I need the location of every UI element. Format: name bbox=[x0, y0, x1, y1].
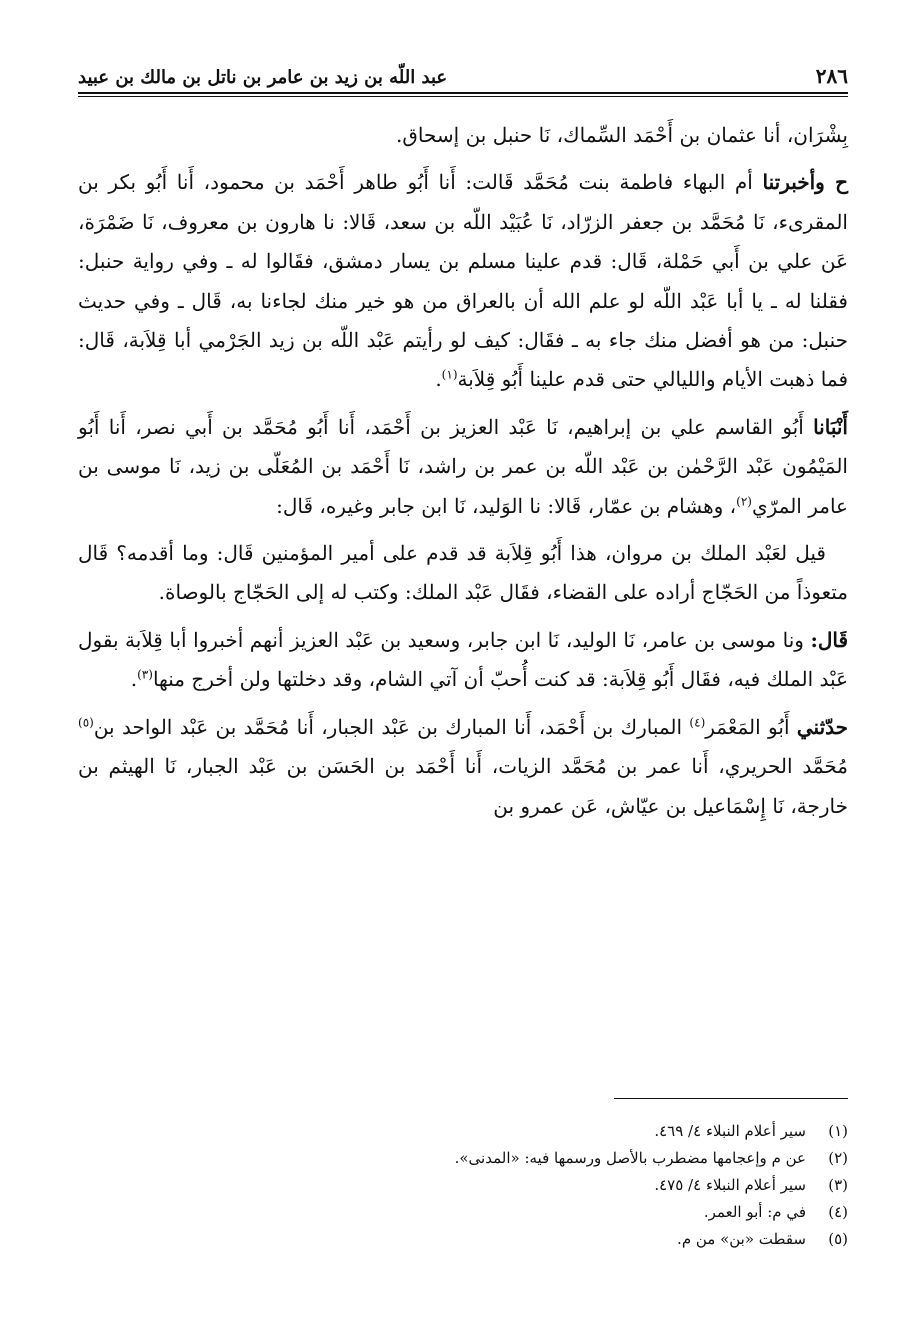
paragraph-text: أَبُو المَعْمَر bbox=[705, 714, 797, 739]
paragraph-tail: مُحَمَّد الحريري، أَنا عمر بن مُحَمَّد الزيات، أَنا أَحْمَد بن الحَسَن بن عَبْد الجبار، نَا الهيثم بن خارجة، نَا إِسْمَاعيل بن عيّاش، عَن عمرو بن bbox=[78, 754, 848, 818]
paragraph-lead: ح وأخبرتنا bbox=[762, 170, 848, 195]
footnote-text: في م: أبو العمر. bbox=[703, 1203, 806, 1221]
paragraph-lead: أَنْبَانا bbox=[813, 414, 848, 439]
page-number: ٢٨٦ bbox=[815, 64, 848, 88]
footnote-ref: (١) bbox=[441, 367, 458, 382]
footnote-item bbox=[78, 1118, 848, 1145]
footnote-number: (١) bbox=[828, 1122, 848, 1140]
footnote-text: سقطت «بن» من م. bbox=[677, 1230, 806, 1248]
footnote-text: سير أعلام النبلاء ٤/ ٤٧٥. bbox=[654, 1176, 806, 1194]
paragraph bbox=[78, 621, 848, 700]
footnote-item bbox=[78, 1199, 848, 1226]
footnotes bbox=[78, 1118, 848, 1253]
paragraph-lead: قَال: bbox=[810, 627, 849, 652]
paragraph-tail: المبارك بن أَحْمَد، أَنا المبارك بن عَبْد الجبار، أَنا مُحَمَّد بن عَبْد الواحد بن bbox=[93, 714, 690, 739]
paragraph-text: أَبُو القاسم علي بن إبراهيم، نَا عَبْد العزيز بن أَحْمَد، أَنا أَبُو مُحَمَّد بن أَبي نصر، أَنا أَبُو المَيْمُون عَبْد الرَّحْمٰن بن عَبْد اللّه بن عمر بن راشد، نَا أَحْمَد بن المُعَلّى بن زيد، نَا موسى بن عامر المرّي bbox=[78, 414, 848, 518]
paragraph bbox=[78, 534, 848, 613]
footnote-ref: (٢) bbox=[736, 494, 752, 508]
footnote-item bbox=[78, 1145, 848, 1172]
paragraph-text: أم البهاء فاطمة بنت مُحَمَّد قَالت: أَنا أَبُو طاهر أَحْمَد بن محمود، أَنا أَبُو بكر بن المقرىء، نَا مُحَمَّد بن جعفر الزرّاد، نَا عُبَيْد اللّه بن سعد، قَالا: نا هارون بن معروف، نَا ضَمْرَة، عَن علي بن أَبي حَمْلة، قَال: قدم علينا مسلم بن يسار دمشق، فقَالوا له ـ وفي رواية حنبل: فقلنا له ـ يا أبا عَبْد اللّه لو علم الله أن بالعراق من هو خير منك لجاءنا به، قَال ـ وفي حديث حنبل: من هو أفضل منك جاء به ـ فقَال: كيف لو رأيتم عَبْد اللّه بن زيد الجَرْمي أبا قِلاَبة، قَال: فما ذهبت الأيام والليالي حتى قدم علينا أَبُو قِلاَبة bbox=[78, 170, 848, 392]
paragraph bbox=[78, 708, 848, 826]
header-rule bbox=[78, 92, 848, 97]
footnote-number: (٥) bbox=[828, 1230, 848, 1248]
main-text bbox=[78, 116, 848, 834]
footnote-text: عن م وإعجامها مضطرب بالأصل ورسمها فيه: «المدنى». bbox=[454, 1149, 806, 1167]
paragraph-text: قيل لعَبْد الملك بن مروان، هذا أَبُو قِلاَبة قد قدم على أمير المؤمنين قَال: وما أقدمه؟ قَال متعوذاً من الحَجّاج أراده على القضاء، فقَال عَبْد الملك: وكتب له إلى الحَجّاج بالوصاة. bbox=[78, 541, 848, 605]
paragraph bbox=[78, 408, 848, 526]
footnote-number: (٤) bbox=[828, 1203, 848, 1221]
paragraph-tail: . bbox=[130, 667, 138, 692]
paragraph-tail: . bbox=[435, 367, 442, 392]
footnote-rule bbox=[614, 1098, 848, 1099]
paragraph-lead: حدّثني bbox=[796, 714, 848, 739]
paragraph bbox=[78, 163, 848, 399]
footnote-number: (٣) bbox=[828, 1176, 848, 1194]
footnote-ref: (٥) bbox=[78, 715, 94, 730]
paragraph-text: ونا موسى بن عامر، نَا الوليد، نَا ابن جابر، وسعيد بن عَبْد العزيز أنهم أخبروا أبا قِلاَبة بقول عَبْد الملك فيه، فقَال أَبُو قِلاَبة: قد كنت أُحبّ أن آتي الشام، وقد دخلتها ولن أخرج منها bbox=[78, 627, 848, 692]
footnote-text: سير أعلام النبلاء ٤/ ٤٦٩. bbox=[654, 1122, 806, 1140]
paragraph-text: بِشْرَان، أنا عثمان بن أَحْمَد السِّماك، نَا حنبل بن إسحاق. bbox=[396, 123, 848, 147]
paragraph bbox=[78, 116, 848, 155]
running-header bbox=[78, 58, 848, 88]
running-title: عبد اللّه بن زيد بن عامر بن ناتل بن مالك بن عبيد bbox=[78, 67, 448, 88]
footnote-ref: (٣) bbox=[137, 667, 153, 682]
paragraph-tail: ، وهشام بن عمّار، قَالا: نا الوَليد، نَا ابن جابر وغيره، قَال: bbox=[276, 493, 737, 518]
footnote-item bbox=[78, 1172, 848, 1199]
footnote-ref: (٤) bbox=[689, 715, 706, 730]
footnote-number: (٢) bbox=[828, 1149, 848, 1167]
footnote-item bbox=[78, 1226, 848, 1253]
